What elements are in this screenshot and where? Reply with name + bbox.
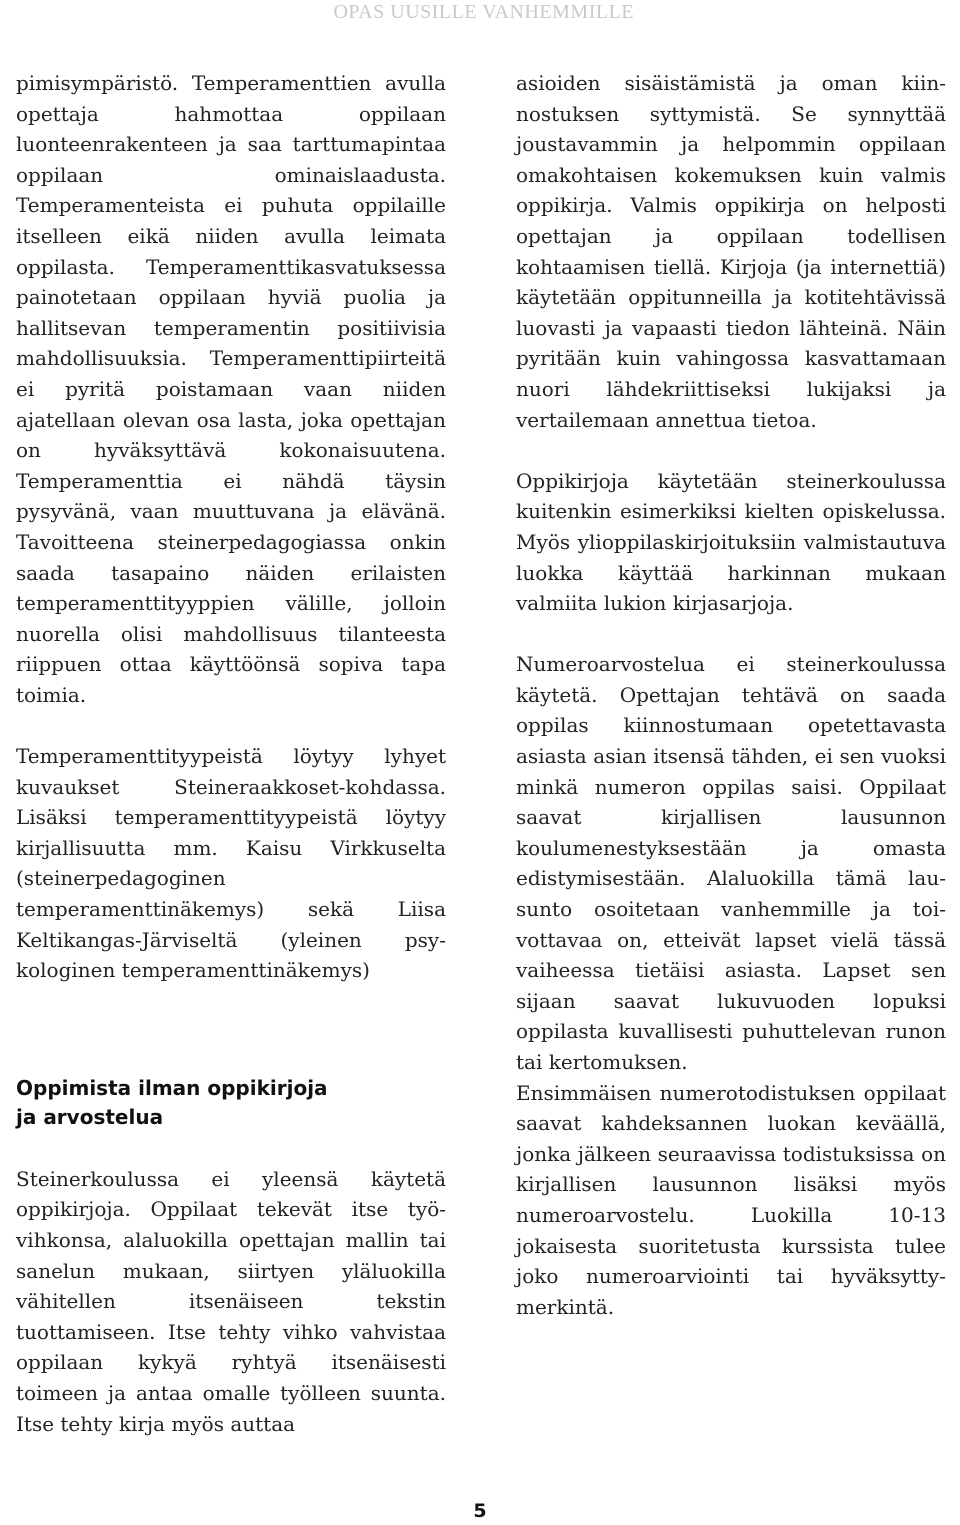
right-paragraph-report-cards: Ensimmäisen numerotodistuksen oppilaat saavat kahdeksannen luokan keväällä, jonka jälkeen seuraavissa todistuksissa on kirjallisen lausunnon lisäksi myös numeroarvostelu. Luokilla 10-13 jokaisesta suoritetusta kurssista tulee joko numeroarviointi tai hyväksytty-merkintä. <box>516 1080 946 1319</box>
section-heading: Oppimista ilman oppikirjoja ja arvostelua <box>16 1075 328 1129</box>
left-column <box>16 68 446 1439</box>
paragraph-spacer <box>516 435 946 466</box>
right-column <box>516 68 946 1322</box>
left-paragraph-no-textbooks: Steinerkoulussa ei yleensä käytetä oppikirjoja. Oppilaat tekevät itse työvihkonsa, alaluokilla opettajan mallin tai sanelun mukaan, siirtyen yläluokilla vähitellen itsenäiseen tekstin tuottamiseen. Itse tehty vihko vahvistaa oppilaan kykyä ryhtyä itsenäisesti toimeen ja antaa omalle työlleen suunta. Itse tehty kirja myös auttaa <box>16 1166 446 1436</box>
paragraph-spacer <box>516 619 946 650</box>
right-paragraph-own-books: asioiden sisäistämistä ja oman kiinnostuksen syttymistä. Se synnyttää joustavammin ja helpommin oppilaan omakohtaisen kokemuksen kuin valmis oppikirja. Valmis oppikirja on helposti opettajan ja oppilaan todellisen kohtaamisen tiellä. Kirjoja (ja internettiä) käytetään oppitunneilla ja kotitehtävissä luovasti ja vapaasti tiedon lähteinä. Näin pyritään kuin vahingossa kasvattamaan nuori lähdekriittiseksi lukijaksi ja vertailemaan annettua tietoa. <box>516 71 946 432</box>
right-paragraph-textbook-use: Oppikirjoja käytetään steinerkoulussa kuitenkin esimerkiksi kielten opiskelussa. Myös ylioppilaskirjoituksiin valmistautuva luokka käyttää harkinnan mukaan valmiita lukion kirjasarjoja. <box>516 468 946 616</box>
section-spacer <box>16 986 446 1074</box>
right-paragraph-grading: Numeroarvostelua ei steinerkoulussa käytetä. Opettajan tehtävä on saada oppilas kiinnostumaan opetettavasta asiasta asian itsensä tähden, ei sen vuoksi minkä numeron oppilas saisi. Oppilaat saavat kirjallisen lausunnon koulumenestyksestään ja omasta edistymisestään. Alaluokilla tämä lausunto osoitetaan vanhemmille ja toivottavaa on, etteivät lapset vielä tässä vaiheessa tietäisi asiasta. Lapset sen sijaan saavat lukuvuoden lopuksi oppilasta kuvallisesti puhuttelevan runon tai kertomuksen. <box>516 652 946 1074</box>
paragraph-spacer <box>16 710 446 741</box>
left-paragraph-references: Temperamenttityypeistä löytyy lyhyet kuvaukset Steineraakkoset-kohdassa. Lisäksi temperamenttityypeistä löytyy kirjallisuutta mm. Kaisu Virkkuselta (steinerpedagoginen temperamenttinäkemys) sekä Liisa Keltikangas-Järviseltä (yleinen psykologinen temperamenttinäkemys) <box>16 744 446 983</box>
running-header-title: OPAS UUSILLE VANHEMMILLE <box>333 1 634 23</box>
page-number: 5 <box>473 1500 487 1522</box>
left-paragraph-temperament: pimisympäristö. Temperamenttien avulla opettaja hahmottaa oppilaan luonteenrakenteen ja saa tarttumapintaa oppilaan ominaislaadusta. Temperamenteista ei puhuta oppilaille itselleen eikä niiden avulla leimata oppilasta. Temperamenttikasvatuksessa painotetaan oppilaan hyviä puolia ja hallitsevan temperamentin positiivisia mahdollisuuksia. Temperamenttipiirteitä ei pyritä poistamaan vaan niiden ajatellaan olevan osa lasta, joka opettajan on hyväksyttävä kokonaisuutena. Temperamenttia ei nähdä täysin pysyvänä, vaan muuttuvana ja elävänä. Tavoitteena steinerpedagogiassa onkin saada tasapaino näiden erilaisten temperamenttityyppien välille, jolloin nuorella olisi mahdollisuus tilanteesta riippuen ottaa käyttöönsä sopiva tapa toimia. <box>16 71 446 707</box>
heading-spacer <box>16 1132 446 1164</box>
